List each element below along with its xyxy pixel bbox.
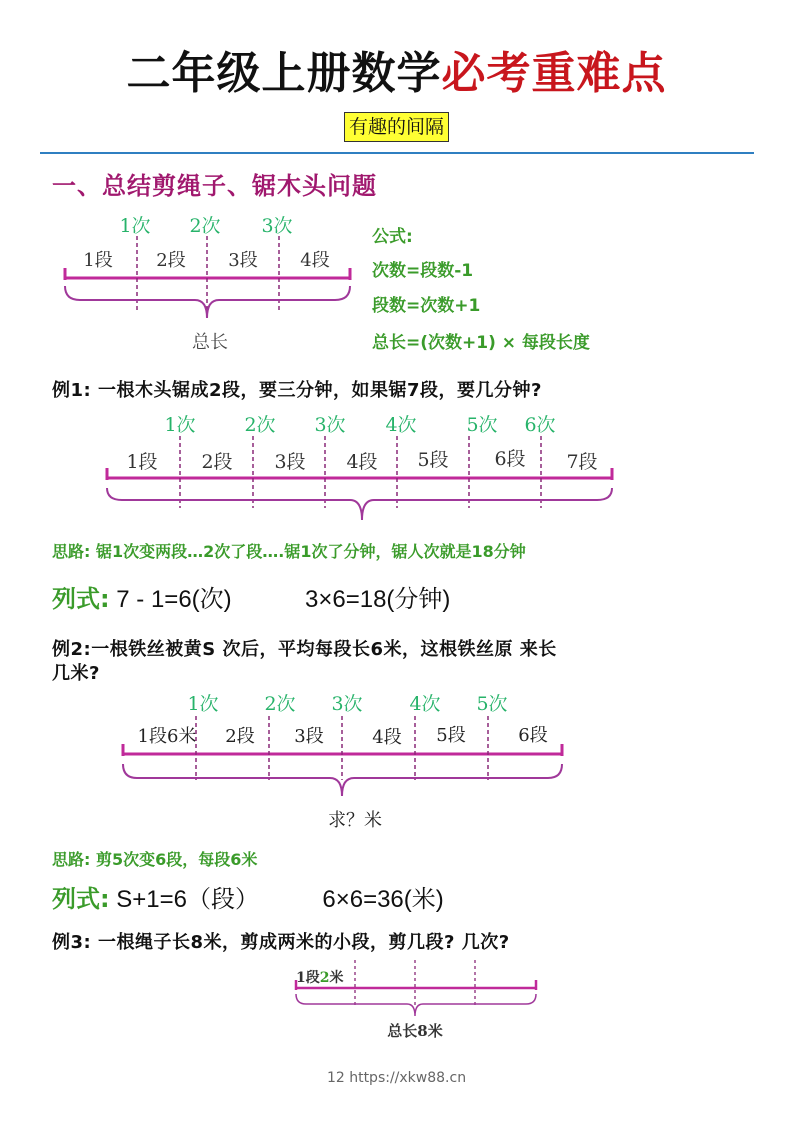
segment-label: 5段 — [417, 449, 449, 471]
example2-question-line1: 例2:一根铁丝被黄S 次后，平均每段长6米，这根铁丝原 来长 — [52, 639, 557, 660]
segment-label: 3段 — [294, 726, 324, 747]
formula-segment-count: 段数=次数+1 — [372, 296, 481, 316]
segment-label: 6段 — [518, 725, 548, 746]
segment-label: 2段 — [225, 726, 255, 747]
formula-title: 公式: — [372, 227, 413, 247]
equation-label: 列式: — [52, 885, 110, 913]
equation-2: 3×6=18(分钟) — [305, 586, 451, 613]
segment-label: 2段 — [201, 451, 233, 473]
diagram-example2 — [115, 688, 575, 833]
cut-label: 1次 — [119, 215, 151, 237]
equation-label: 列式: — [52, 585, 110, 613]
cut-label: 1次 — [187, 693, 219, 715]
cut-label: 2次 — [244, 414, 276, 436]
example2-question — [52, 638, 732, 686]
segment-label: 5段 — [436, 725, 466, 746]
formula-cut-count: 次数=段数-1 — [372, 261, 474, 281]
subtitle-badge: 有趣的间隔 — [344, 112, 449, 142]
equation-1: 7 - 1=6(次) — [116, 586, 232, 613]
cut-label: 5次 — [476, 693, 508, 715]
segment-label: 4段 — [300, 250, 330, 271]
example2-question-line2: 几米? — [52, 663, 100, 684]
example2-equation — [52, 879, 444, 914]
cut-label: 4次 — [409, 693, 441, 715]
total-length-label: 总长 — [192, 332, 228, 353]
segment-label: 4段 — [372, 727, 402, 748]
equation-1: S+1=6（段） — [116, 886, 260, 913]
diagram-example1 — [100, 408, 630, 533]
diagram-section1 — [55, 208, 365, 358]
first-segment-label: 1段2米 — [296, 970, 344, 986]
cut-label: 6次 — [524, 414, 556, 436]
formula-total-length: 总长=(次数+1) × 每段长度 — [372, 333, 590, 353]
cut-label: 4次 — [385, 414, 417, 436]
example3-question: 例3: 一根绳子长8米，剪成两米的小段，剪几段? 几次? — [52, 932, 510, 953]
cut-label: 1次 — [164, 414, 196, 436]
page-title — [0, 46, 793, 102]
title-black: 二年级上册数学 — [126, 48, 442, 99]
segment-label: 3段 — [274, 451, 306, 473]
example1-thought: 思路: 锯1次变两段…2次了段….锯1次了分钟，锯人次就是18分钟 — [52, 542, 526, 561]
diagram-example3 — [290, 958, 540, 1043]
equation-2: 6×6=36(米) — [322, 886, 444, 913]
segment-label: 7段 — [566, 451, 598, 473]
cut-label: 5次 — [466, 414, 498, 436]
total-length-label: 求？米 — [328, 810, 382, 831]
segment-label: 1段6米 — [137, 726, 197, 747]
total-length-label: 总长8米 — [387, 1022, 443, 1040]
section-heading: 一、总结剪绳子、锯木头问题 — [52, 171, 377, 200]
segment-label: 1段 — [126, 451, 158, 473]
segment-label: 4段 — [346, 451, 378, 473]
example1-equation — [52, 579, 450, 614]
cut-label: 3次 — [331, 693, 363, 715]
segment-label: 2段 — [156, 250, 186, 271]
segment-label: 3段 — [228, 250, 258, 271]
title-red: 必考重难点 — [441, 48, 667, 99]
cut-label: 3次 — [261, 215, 293, 237]
example2-thought: 思路: 剪5次变6段，每段6米 — [52, 850, 258, 869]
cut-label: 2次 — [189, 215, 221, 237]
example1-question: 例1: 一根木头锯成2段，要三分钟，如果锯7段，要几分钟? — [52, 380, 542, 401]
cut-label: 3次 — [314, 414, 346, 436]
segment-label: 6段 — [494, 448, 526, 470]
header-divider — [40, 152, 754, 154]
page-footer: 12 https://xkw88.cn — [326, 1070, 467, 1086]
cut-label: 2次 — [264, 693, 296, 715]
subtitle-wrap — [0, 112, 793, 142]
segment-label: 1段 — [83, 250, 113, 271]
